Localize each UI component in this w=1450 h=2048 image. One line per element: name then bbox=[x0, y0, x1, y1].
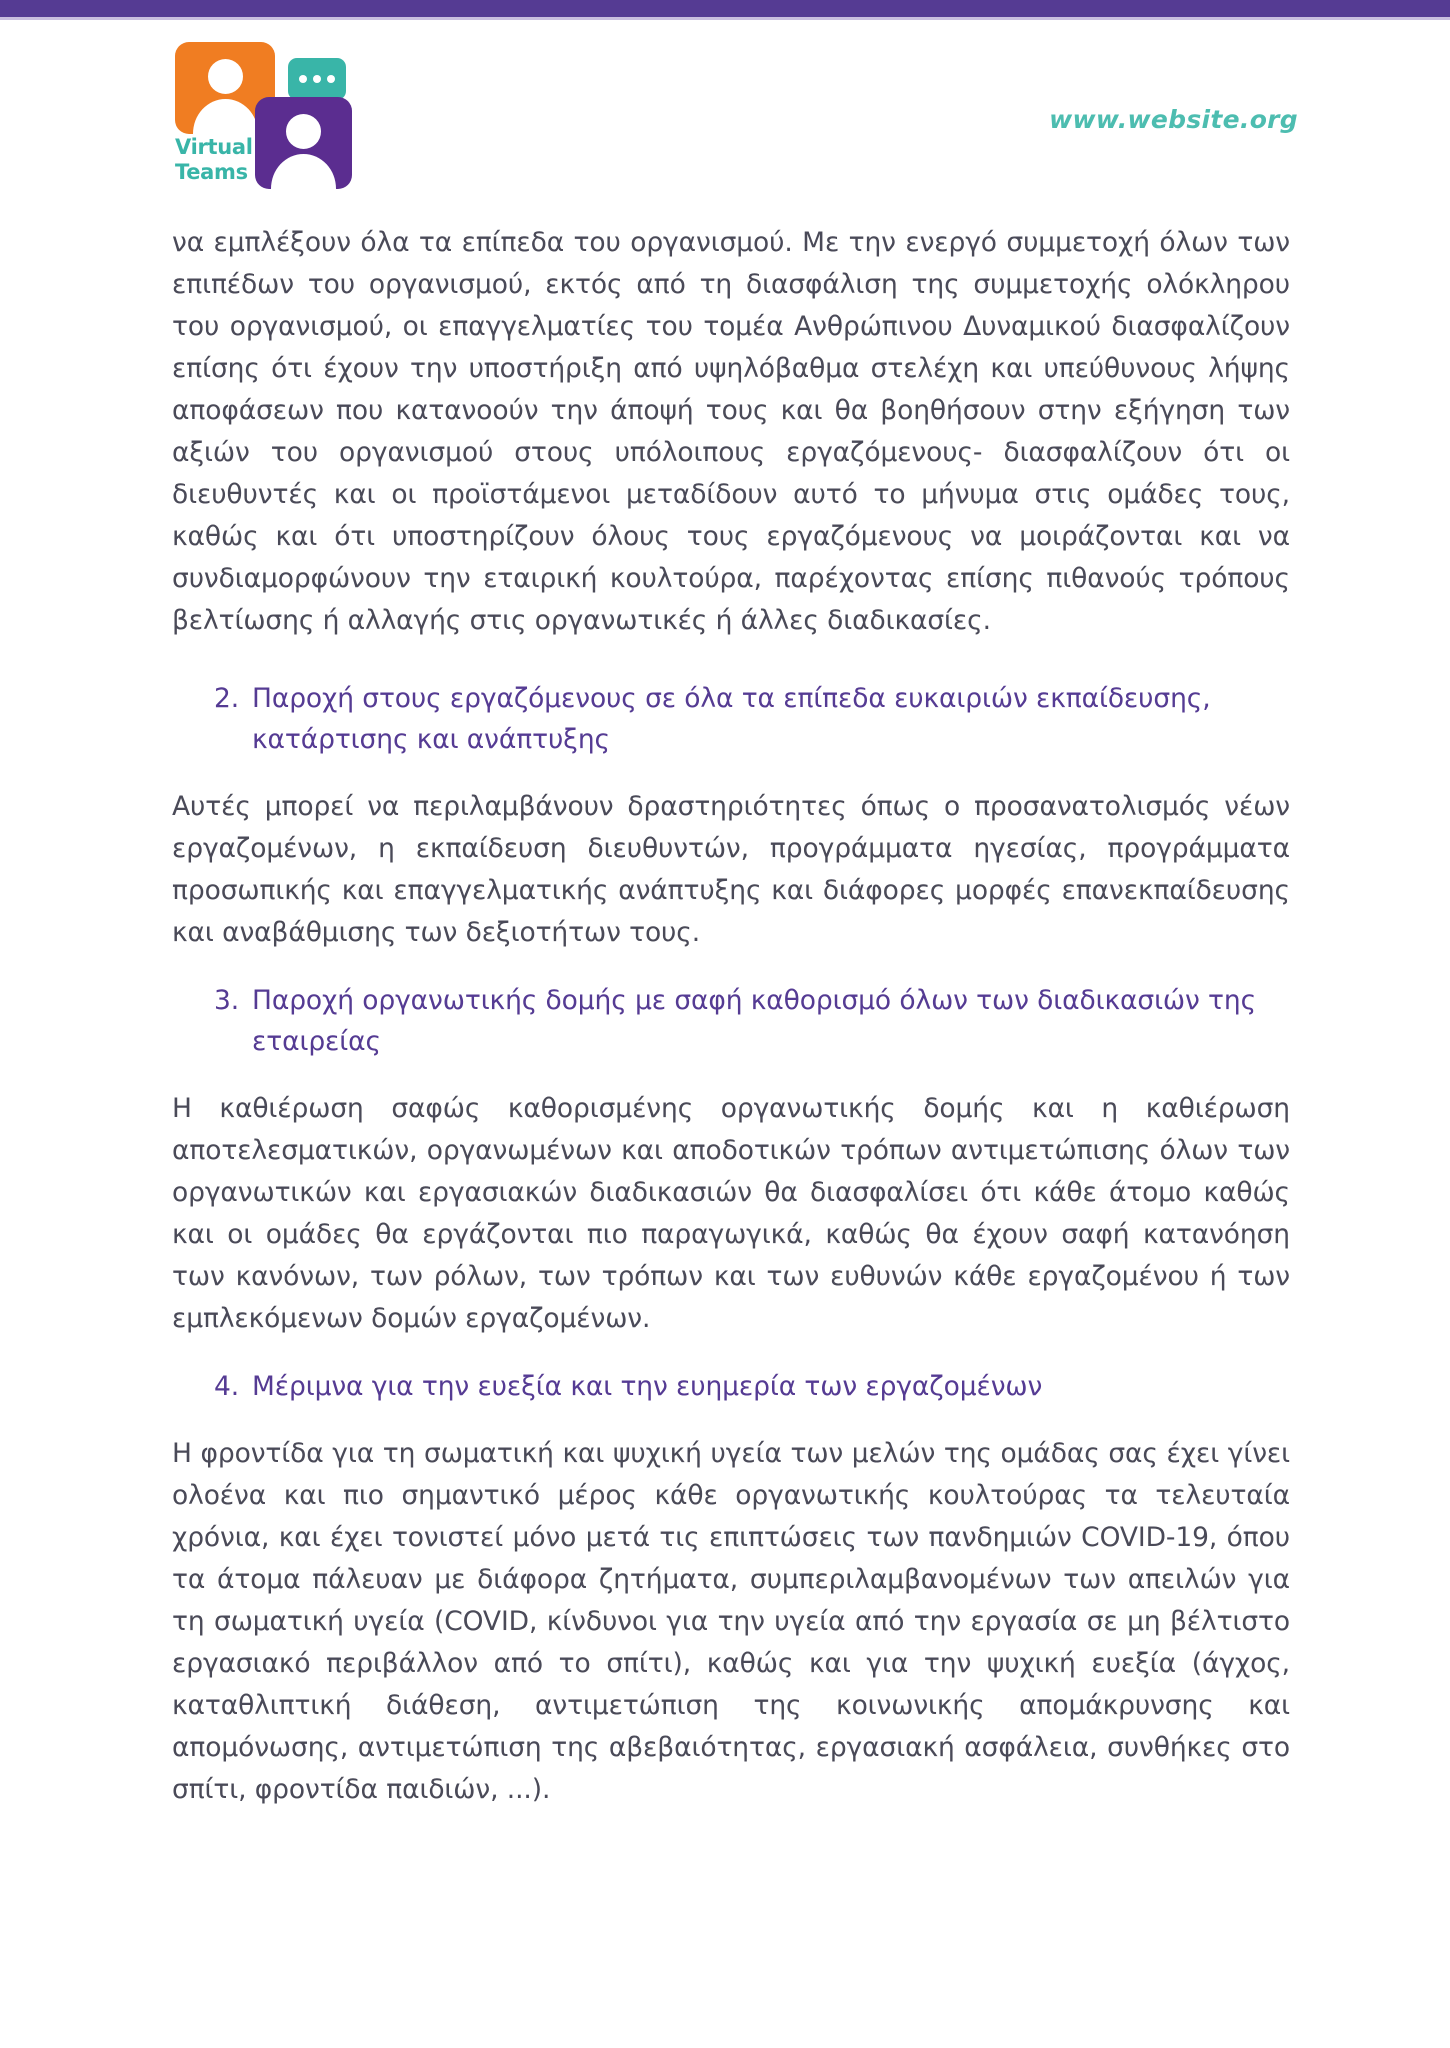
avatar-body-icon bbox=[193, 99, 258, 134]
avatar-body-icon bbox=[271, 154, 336, 189]
paragraph-3: Η καθιέρωση σαφώς καθορισμένης οργανωτικής δομής και η καθιέρωση αποτελεσματικών, οργανωμένων και αποδοτικών τρόπων αντιμετώπισης όλων των οργανωτικών και εργασιακών διαδικασιών θα διασφαλίσει ότι κάθε άτομο καθώς και οι ομάδες θα εργάζονται πιο παραγωγικά, καθώς θα έχουν σαφή κατανόηση των κανόνων, των ρόλων, των τρόπων και των ευθυνών κάθε εργαζομένου ή των εμπλεκόμενων δομών εργαζομένων. bbox=[172, 1093, 1290, 1334]
list-item bbox=[172, 1366, 1290, 1407]
logo-wordmark bbox=[175, 135, 270, 185]
spacer bbox=[172, 760, 1290, 786]
list-item bbox=[172, 678, 1290, 760]
avatar-head-icon bbox=[286, 114, 321, 149]
paragraph-2: Αυτές μπορεί να περιλαμβάνουν δραστηριότητες όπως ο προσανατολισμός νέων εργαζομένων, η εκπαίδευση διευθυντών, προγράμματα ηγεσίας, προγράμματα προσωπικής και επαγγελματικής ανάπτυξης και διάφορες μορφές επανεκπαίδευσης και αναβάθμισης των δεξιοτήτων τους. bbox=[172, 791, 1290, 948]
chat-dots-icon bbox=[299, 75, 335, 83]
numbered-heading-4 bbox=[172, 1366, 1290, 1407]
list-item-label: Μέριμνα για την ευεξία και την ευημερία των εργαζομένων bbox=[252, 1371, 1043, 1402]
avatar-head-icon bbox=[208, 59, 243, 94]
page-header bbox=[0, 20, 1450, 195]
list-item-label: Παροχή οργανωτικής δομής με σαφή καθορισμό όλων των διαδικασιών της εταιρείας bbox=[252, 985, 1257, 1057]
top-accent-bar bbox=[0, 0, 1450, 17]
list-marker: 3. bbox=[214, 985, 240, 1016]
spacer bbox=[172, 1407, 1290, 1433]
list-item-label: Παροχή στους εργαζόμενους σε όλα τα επίπεδα ευκαιριών εκπαίδευσης, κατάρτισης και ανάπτυξης bbox=[252, 683, 1211, 755]
spacer bbox=[172, 642, 1290, 678]
list-marker: 2. bbox=[214, 683, 240, 714]
virtual-teams-logo bbox=[175, 42, 370, 187]
numbered-heading-3 bbox=[172, 980, 1290, 1062]
list-marker: 4. bbox=[214, 1371, 240, 1402]
document-body bbox=[172, 222, 1290, 1811]
spacer bbox=[172, 1062, 1290, 1088]
spacer bbox=[172, 1340, 1290, 1366]
website-url[interactable]: www.website.org bbox=[1049, 105, 1298, 134]
numbered-heading-2 bbox=[172, 678, 1290, 760]
list-item bbox=[172, 980, 1290, 1062]
logo-wordmark-line1: Virtual bbox=[175, 135, 253, 159]
spacer bbox=[172, 954, 1290, 980]
paragraph-4: Η φροντίδα για τη σωματική και ψυχική υγεία των μελών της ομάδας σας έχει γίνει ολοένα και πιο σημαντικό μέρος κάθε οργανωτικής κουλτούρας τα τελευταία χρόνια, και έχει τονιστεί μόνο μετά τις επιπτώσεις των πανδημιών COVID-19, όπου τα άτομα πάλευαν με διάφορα ζητήματα, συμπεριλαμβανομένων των απειλών για τη σωματική υγεία (COVID, κίνδυνοι για την υγεία από την εργασία σε μη βέλτιστο εργασιακό περιβάλλον από το σπίτι), καθώς και για την ψυχική ευεξία (άγχος, καταθλιπτική διάθεση, αντιμετώπιση της κοινωνικής απομάκρυνσης και απομόνωσης, αντιμετώπιση της αβεβαιότητας, εργασιακή ασφάλεια, συνθήκες στο σπίτι, φροντίδα παιδιών, ...). bbox=[172, 1438, 1290, 1805]
chat-bubble-icon bbox=[288, 58, 346, 100]
paragraph-1: να εμπλέξουν όλα τα επίπεδα του οργανισμού. Με την ενεργό συμμετοχή όλων των επιπέδων του οργανισμού, εκτός από τη διασφάλιση της συμμετοχής ολόκληρου του οργανισμού, οι επαγγελματίες του τομέα Ανθρώπινου Δυναμικού διασφαλίζουν επίσης ότι έχουν την υποστήριξη από υψηλόβαθμα στελέχη και υπεύθυνους λήψης αποφάσεων που κατανοούν την άποψή τους και θα βοηθήσουν στην εξήγηση των αξιών του οργανισμού στους υπόλοιπους εργαζόμενους- διασφαλίζουν ότι οι διευθυντές και οι προϊστάμενοι μεταδίδουν αυτό το μήνυμα στις ομάδες τους, καθώς και ότι υποστηρίζουν όλους τους εργαζόμενους να μοιράζονται και να συνδιαμορφώνουν την εταιρική κουλτούρα, παρέχοντας επίσης πιθανούς τρόπους βελτίωσης ή αλλαγής στις οργανωτικές ή άλλες διαδικασίες. bbox=[172, 227, 1290, 636]
logo-wordmark-line2: Teams bbox=[175, 160, 248, 184]
